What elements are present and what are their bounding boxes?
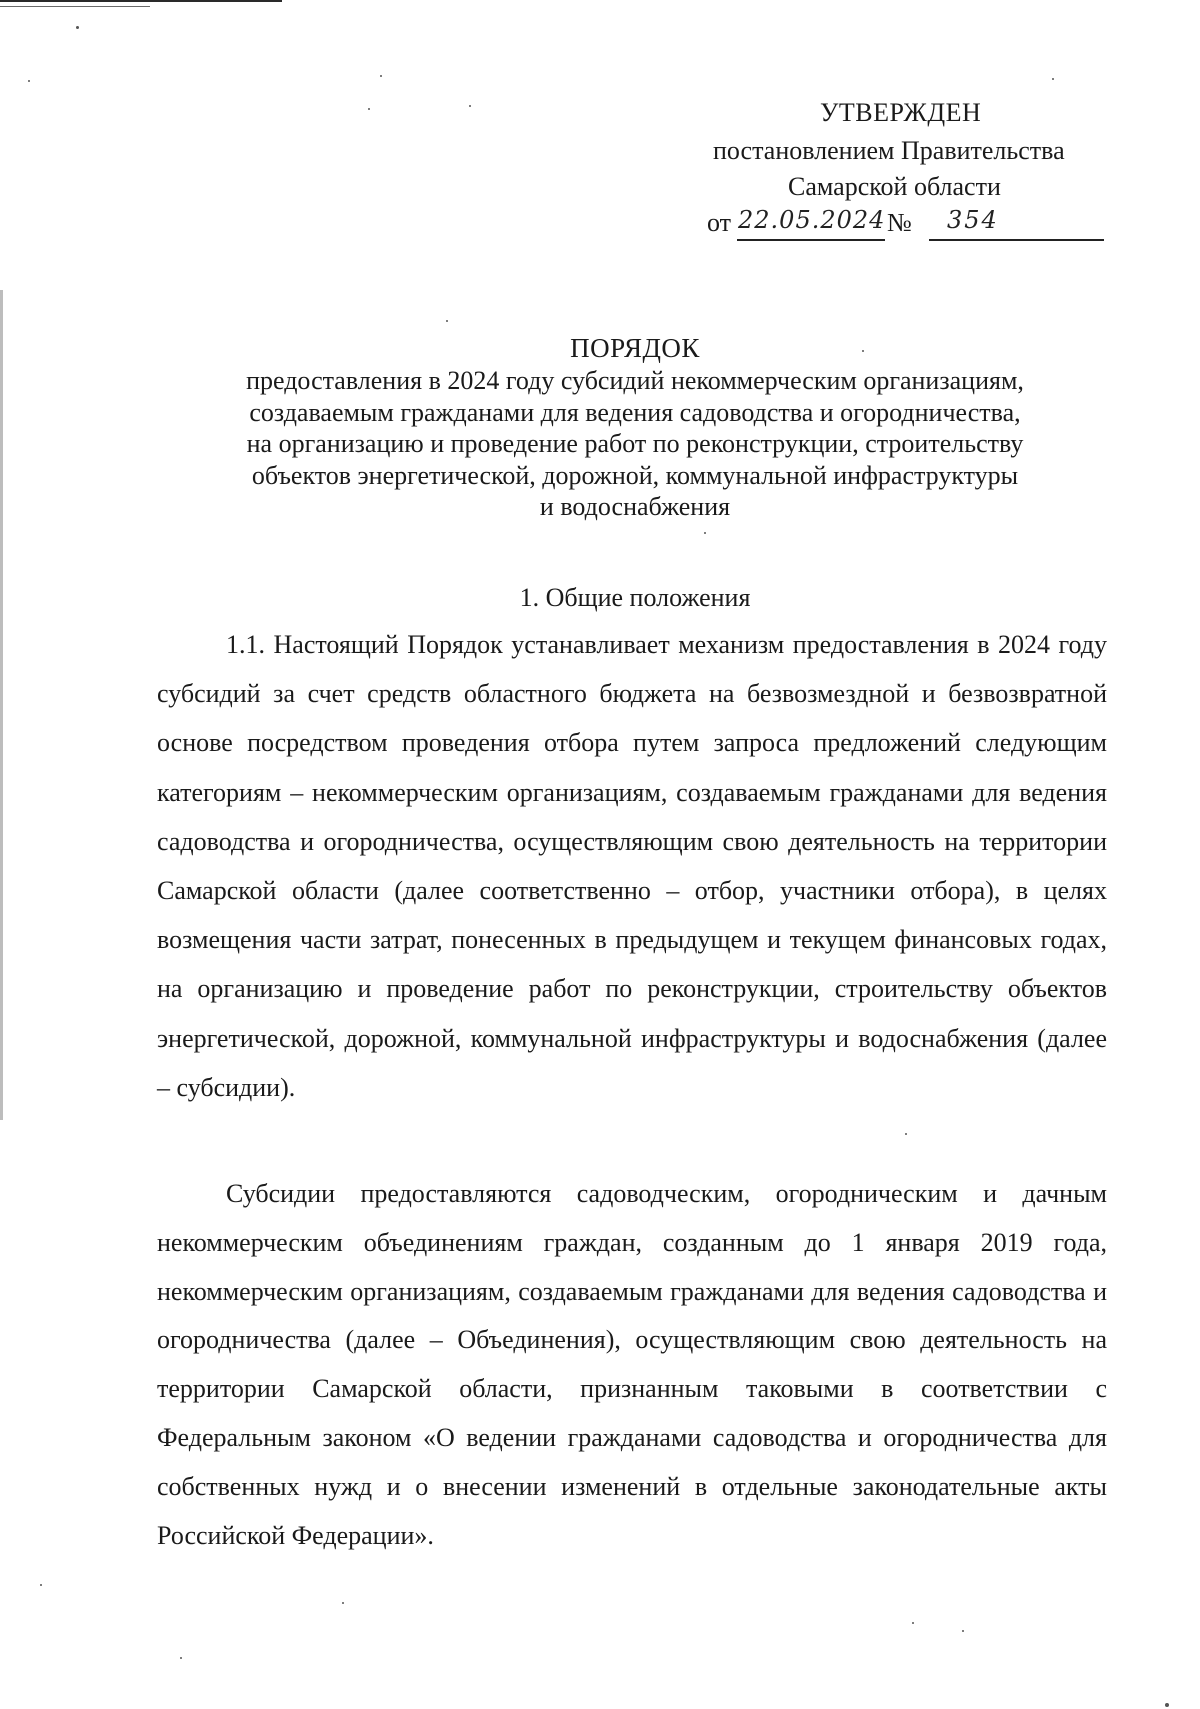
number-prefix: №: [887, 208, 912, 237]
approval-number-handwritten: 354: [947, 206, 999, 234]
scan-speck: [446, 320, 448, 322]
scan-speck: [28, 80, 30, 82]
scan-edge-line: [0, 0, 282, 2]
approval-date-number-line: [707, 205, 1107, 243]
document-title: ПОРЯДОК: [570, 333, 700, 363]
date-underline: [737, 239, 885, 241]
document-subtitle: [0, 365, 1200, 523]
scan-speck: [76, 26, 79, 29]
scan-speck: [380, 75, 382, 77]
section-heading: 1. Общие положения: [519, 583, 751, 612]
body-paragraph: Субсидии предоставляются садоводческим, огородническим и дачным некоммерческим объединениям граждан, созданным до 1 января 2019 года, некоммерческим организациям, создаваемым гражданами для ведения садоводства и огородничества (далее – Объединения), осуществляющим свою деятельность на территории Самарской области, признанным таковыми в соответствии с Федеральным законом «О ведении гражданами садоводства и огородничества для собственных нужд и о внесении изменений в отдельные законодательные акты Российской Федерации».: [157, 1179, 1107, 1550]
subtitle-line: и водоснабжения: [539, 492, 731, 521]
subtitle-line: объектов энергетической, дорожной, коммунальной инфраструктуры: [251, 460, 1019, 490]
scan-speck: [962, 1630, 964, 1632]
date-prefix: от: [707, 208, 732, 237]
body-paragraph: 1.1. Настоящий Порядок устанавливает механизм предоставления в 2024 году субсидий за счет средств областного бюджета на безвозмездной и безвозвратной основе посредством проведения отбора путем запроса предложений следующим категориям – некоммерческим организациям, создаваемым гражданами для ведения садоводства и огородничества, осуществляющим свою деятельность на территории Самарской области (далее соответственно – отбор, участники отбора), в целях возмещения части затрат, понесенных в предыдущем и текущем финансовых годах, на организацию и проведение работ по реконструкции, строительству объектов энергетической, дорожной, коммунальной инфраструктуры и водоснабжения (далее – субсидии).: [157, 630, 1107, 1102]
scan-speck: [1052, 78, 1054, 80]
number-underline: [929, 239, 1104, 241]
scan-edge-line: [0, 6, 150, 7]
scan-speck: [469, 105, 471, 107]
subtitle-line: создаваемым гражданами для ведения садоводства и огородничества,: [249, 397, 1021, 427]
subtitle-line: на организацию и проведение работ по реконструкции, строительству: [246, 429, 1024, 458]
scan-speck: [40, 1584, 42, 1586]
scan-speck: [704, 532, 706, 534]
approval-line-decree: постановлением Правительства: [713, 136, 1065, 165]
scan-speck: [1165, 1703, 1169, 1707]
scan-speck: [342, 1602, 344, 1604]
scan-speck: [905, 1133, 907, 1135]
approval-line-region: Самарской области: [788, 172, 1001, 201]
scan-speck: [368, 108, 370, 110]
scan-speck: [180, 1657, 182, 1659]
approval-title: УТВЕРЖДЕН: [820, 98, 982, 127]
scan-speck: [912, 1622, 914, 1624]
approval-date-handwritten: 22.05.2024: [738, 206, 886, 234]
subtitle-line: предоставления в 2024 году субсидий некоммерческим организациям,: [246, 366, 1024, 395]
